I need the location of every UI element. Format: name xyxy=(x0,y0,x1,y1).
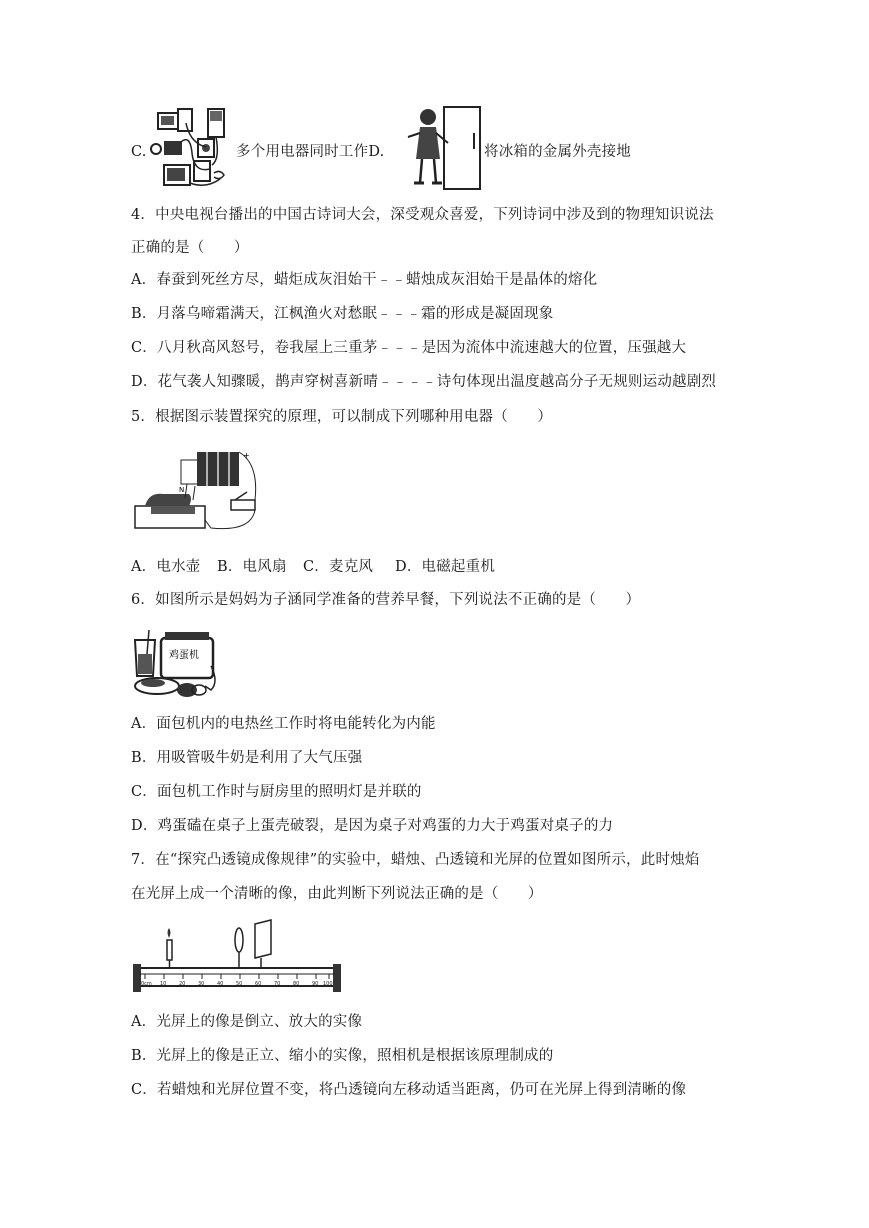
svg-text:+: + xyxy=(243,451,250,460)
q3-option-c-label: 多个用电器同时工作 xyxy=(236,144,369,160)
q6-option-a: A．面包机内的电热丝工作时将电能转化为内能 xyxy=(131,716,436,732)
toaster-label: 鸡蛋机 xyxy=(169,650,199,661)
q4-option-a: A．春蚕到死丝方尽，蜡炬成灰泪始干﹣﹣蜡烛成灰泪始干是晶体的熔化 xyxy=(131,272,598,288)
q5-option-c: C．麦克风 xyxy=(303,559,374,575)
q3-option-d-text: 将冰箱的金属外壳接地 xyxy=(484,144,631,160)
optical-bench-figure xyxy=(131,918,345,998)
q6-stem: 6．如图所示是妈妈为子涵同学准备的营养早餐，下列说法不正确的是（ ） xyxy=(131,592,641,608)
appliances-figure xyxy=(150,103,236,191)
q7-stem-line1: 7．在“探究凸透镜成像规律”的实验中，蜡烛、凸透镜和光屏的位置如图所示，此时烛焰 xyxy=(131,852,700,868)
q5-option-a: A．电水壶 xyxy=(131,559,201,575)
q4-option-d: D．花气袭人知骤暖，鹊声穿树喜新晴﹣﹣﹣﹣诗句体现出温度越高分子无规则运动越剧烈 xyxy=(131,374,717,390)
tick-90: 90 xyxy=(312,981,319,987)
q5-options xyxy=(131,557,495,577)
fridge-figure xyxy=(404,103,482,191)
tick-20: 20 xyxy=(179,981,186,987)
motor-apparatus-figure xyxy=(131,444,267,538)
ruler-ticks xyxy=(145,974,329,979)
q4-stem-line1: 4．中央电视台播出的中国古诗词大会，深受观众喜爱，下列诗词中涉及到的物理知识说法 xyxy=(131,207,714,223)
q3-option-c-text xyxy=(236,142,384,162)
q3-option-d-letter: D. xyxy=(368,144,385,160)
q5-option-d: D．电磁起重机 xyxy=(395,559,496,575)
q7-option-c: C．若蜡烛和光屏位置不变，将凸透镜向左移动适当距离，仍可在光屏上得到清晰的像 xyxy=(131,1082,687,1098)
q4-stem-line2: 正确的是（ ） xyxy=(131,240,249,256)
magnet-pole-label: N xyxy=(179,486,185,494)
tick-80: 80 xyxy=(293,981,300,987)
breakfast-figure xyxy=(131,626,221,704)
q6-option-d: D．鸡蛋磕在桌子上蛋壳破裂，是因为桌子对鸡蛋的力大于鸡蛋对桌子的力 xyxy=(131,818,614,834)
q6-option-c: C．面包机工作时与厨房里的照明灯是并联的 xyxy=(131,784,422,800)
tick-50: 50 xyxy=(236,981,243,987)
tick-30: 30 xyxy=(198,981,205,987)
tick-70: 70 xyxy=(274,981,281,987)
q6-option-b: B．用吸管吸牛奶是利用了大气压强 xyxy=(131,750,363,766)
q3-option-c-letter: C. xyxy=(131,144,147,160)
q4-option-c: C．八月秋高风怒号，卷我屋上三重茅﹣﹣﹣是因为流体中流速越大的位置，压强越大 xyxy=(131,340,687,356)
q7-stem-line2: 在光屏上成一个清晰的像，由此判断下列说法正确的是（ ） xyxy=(131,886,543,902)
tick-100: 100 xyxy=(323,981,333,987)
q7-option-b: B．光屏上的像是正立、缩小的实像，照相机是根据该原理制成的 xyxy=(131,1048,554,1064)
tick-10: 10 xyxy=(160,981,167,987)
q5-option-b: B．电风扇 xyxy=(217,559,287,575)
q5-stem: 5．根据图示装置探究的原理，可以制成下列哪种用电器（ ） xyxy=(131,409,553,425)
tick-0: 0cm xyxy=(141,981,152,987)
tick-40: 40 xyxy=(217,981,224,987)
q4-option-b: B．月落乌啼霜满天，江枫渔火对愁眠﹣﹣﹣霜的形成是凝固现象 xyxy=(131,306,554,322)
tick-60: 60 xyxy=(255,981,262,987)
q7-option-a: A．光屏上的像是倒立、放大的实像 xyxy=(131,1014,363,1030)
